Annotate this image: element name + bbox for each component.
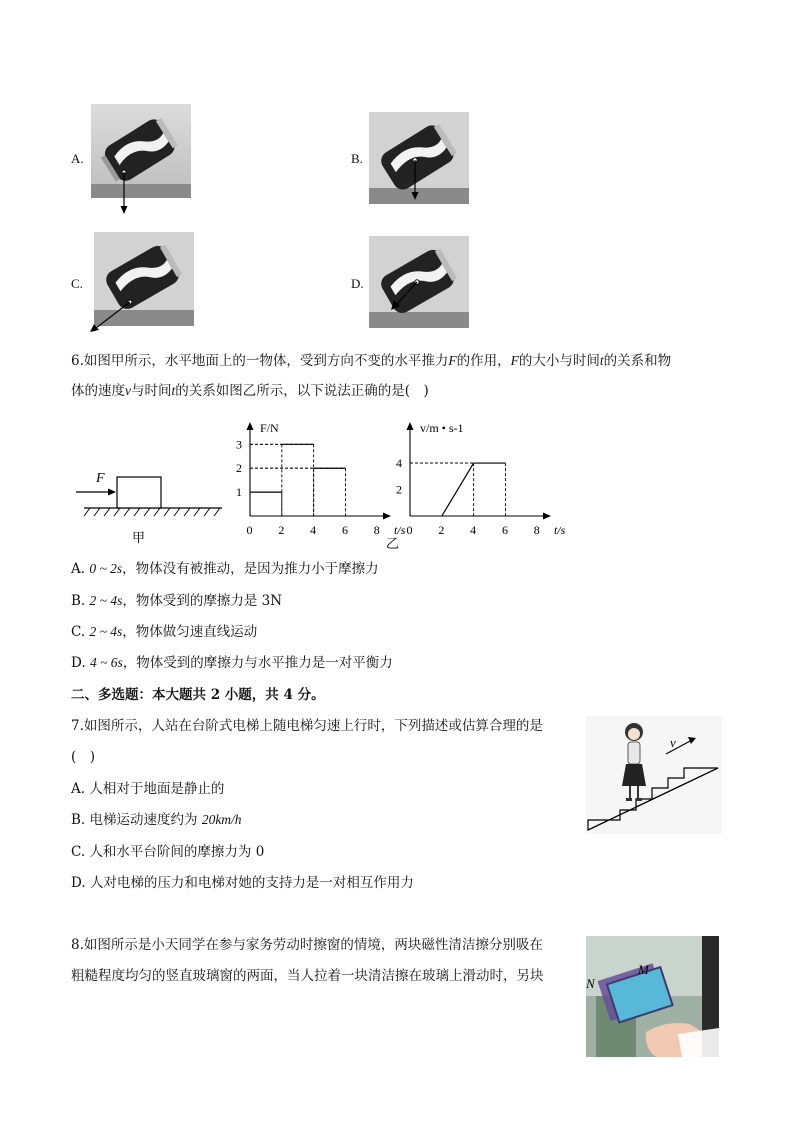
x-tick-label: 8 [533,523,540,537]
q6-option-c[interactable]: C. 2 ~ 4s，物体做匀速直线运动 [71,624,258,640]
q7-option-c[interactable]: C. 人和水平台阶间的摩擦力为 0 [71,844,265,860]
x-axis-arrow [543,513,551,520]
x-tick-label: 4 [470,523,477,537]
y-tick-label: 2 [396,482,402,497]
ground-hatch [84,508,220,516]
option-b-letter: B. [351,151,363,166]
q7-stem-line2: ( ) [71,749,96,765]
y-tick-label: 2 [236,461,242,476]
q7-option-d[interactable]: D. 人对电梯的压力和电梯对她的支持力是一对相互作用力 [71,875,414,891]
force-label: F [96,471,105,486]
x-axis-arrow [383,513,391,520]
figure-jia [70,460,230,550]
gravity-arrow-c [80,290,140,340]
q6-stem-line1: 6.如图甲所示，水平地面上的一物体，受到方向不变的水平推力F的作用，F的大小与时间t的关系和物 [71,353,672,369]
label-n: N [586,976,595,991]
escalator-figure [586,716,722,834]
q8-stem-line2: 粗糙程度均匀的竖直玻璃窗的两面，当人拉着一块清洁擦在玻璃上滑动时，另块 [71,968,544,984]
x-tick-label: 6 [341,523,348,537]
can-photo-d [369,236,469,328]
series-segment [442,463,474,516]
fig-jia-label: 甲 [132,530,146,545]
section2-title: 二、多选题：本大题共 2 小题，共 4 分。 [71,687,325,703]
y-tick-label: 4 [396,456,402,471]
label-m: M [638,962,649,977]
x-tick-label: 6 [501,523,508,537]
q7-option-b[interactable]: B. 电梯运动速度约为 20km/h [71,812,242,828]
option-a-letter: A. [71,151,84,166]
y-axis-label: F/N [260,421,279,435]
fig-yi-label: 乙 [386,536,400,551]
y-tick-label: 1 [236,485,242,500]
option-d-letter: D. [351,276,364,291]
x-tick-label: 0 [406,523,413,537]
x-tick-label: 2 [438,523,445,537]
velocity-time-chart [386,408,568,556]
force-time-chart [228,408,406,538]
x-tick-label: 4 [310,523,317,537]
x-axis-label: t/s [394,523,406,537]
y-axis-label: v/m • s-1 [420,421,464,435]
option-c-letter: C. [71,276,83,291]
q7-option-a[interactable]: A. 人相对于地面是静止的 [71,781,225,797]
x-tick-label: 8 [373,523,380,537]
gravity-arrow-a [91,104,191,216]
y-axis-arrow [407,422,414,430]
q6-stem-line2: 体的速度v与时间t的关系如图乙所示，以下说法正确的是( ) [71,383,429,399]
y-tick-label: 3 [236,437,242,452]
q6-option-b[interactable]: B. 2 ~ 4s，物体受到的摩擦力是 3N [71,593,283,609]
q8-stem-line1: 8.如图所示是小天同学在参与家务劳动时擦窗的情境，两块磁性清洁擦分别吸在 [71,937,543,953]
q7-stem-line1: 7.如图所示，人站在台阶式电梯上随电梯匀速上行时，下列描述或估算合理的是 [71,718,543,734]
q6-option-d[interactable]: D. 4 ~ 6s，物体受到的摩擦力与水平推力是一对平衡力 [71,655,393,671]
window-cleaning-photo [586,936,719,1057]
x-tick-label: 0 [246,523,253,537]
block [117,477,161,508]
q6-option-a[interactable]: A. 0 ~ 2s，物体没有被推动，是因为推力小于摩擦力 [71,561,379,577]
x-tick-label: 2 [278,523,285,537]
velocity-label: v [670,735,676,750]
can-photo-b [369,112,469,204]
y-axis-arrow [247,422,254,430]
x-axis-label: t/s [554,523,566,537]
